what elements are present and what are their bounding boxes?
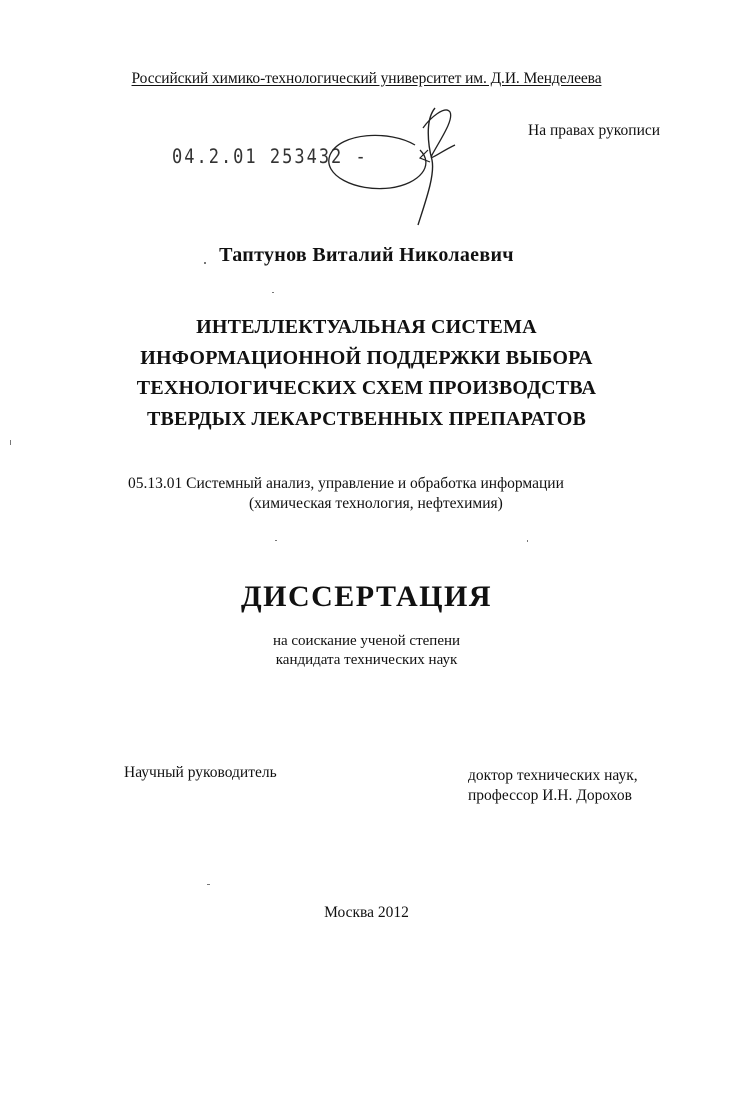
scan-speck (527, 540, 528, 542)
signature-mark (320, 100, 480, 230)
registration-stamp-number: 04.2.01 253432 - (172, 145, 368, 169)
supervisor-label: Научный руководитель (124, 764, 277, 781)
scan-speck (204, 262, 206, 264)
city-year: Москва 2012 (324, 904, 409, 921)
degree-line-2: кандидата технических наук (275, 652, 458, 668)
university-name: Российский химико-технологический университет им. Д.И. Менделеева (131, 70, 602, 87)
specialty-line-2: (химическая технология, нефтехимия) (249, 495, 503, 512)
dissertation-title (0, 312, 733, 434)
scan-speck (10, 440, 11, 445)
manuscript-rights-note: На правах рукописи (528, 122, 661, 139)
specialty-line-1: 05.13.01 Системный анализ, управление и обработка информации (128, 475, 564, 492)
scan-speck (272, 292, 274, 293)
supervisor-name: профессор И.Н. Дорохов (468, 787, 632, 804)
title-line: ТВЕРДЫХ ЛЕКАРСТВЕННЫХ ПРЕПАРАТОВ (146, 407, 587, 430)
specialty-code (128, 474, 564, 514)
scan-speck (275, 540, 277, 541)
degree-description (0, 632, 733, 670)
supervisor-details (468, 766, 638, 806)
title-line: ТЕХНОЛОГИЧЕСКИХ СХЕМ ПРОИЗВОДСТВА (136, 377, 597, 399)
supervisor-degree: доктор технических наук, (468, 767, 638, 784)
title-line: ИНТЕЛЛЕКТУАЛЬНАЯ СИСТЕМА (196, 316, 537, 338)
degree-line-1: на соискание ученой степени (272, 633, 461, 649)
scan-speck (207, 884, 210, 885)
title-line: ИНФОРМАЦИОННОЙ ПОДДЕРЖКИ ВЫБОРА (140, 346, 593, 369)
document-type-heading: ДИССЕРТАЦИЯ (240, 580, 493, 613)
author-name: Таптунов Виталий Николаевич (219, 244, 514, 266)
